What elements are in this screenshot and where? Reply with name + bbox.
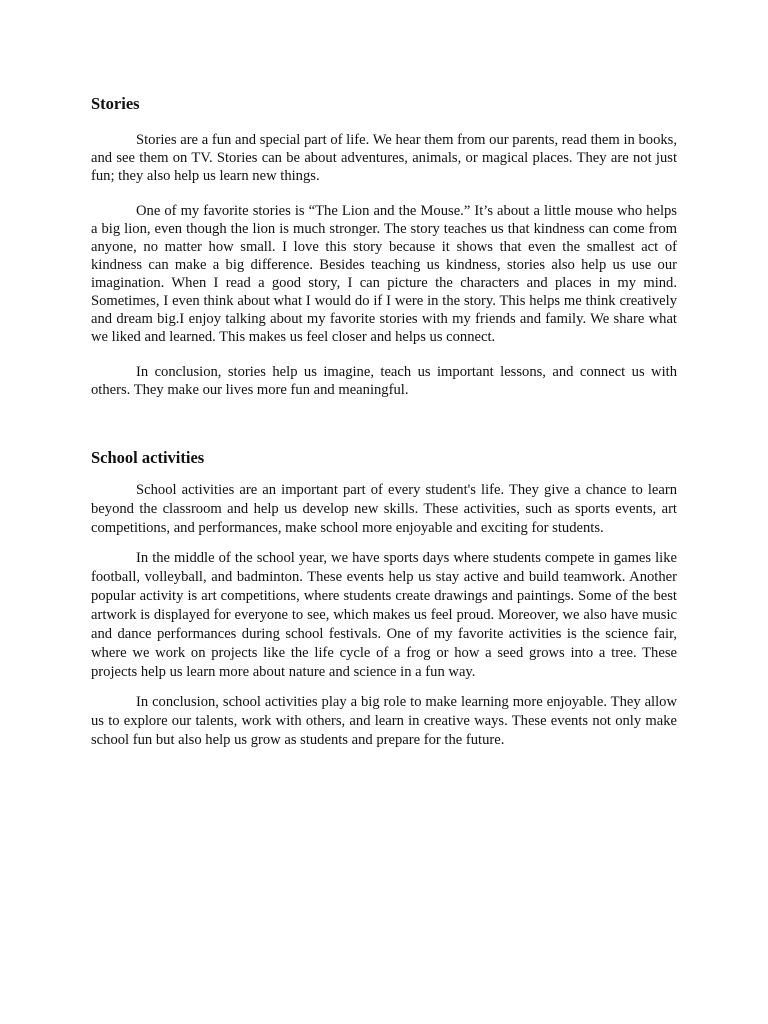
- section-title-school-activities: School activities: [91, 448, 205, 467]
- section-title-stories: Stories: [91, 94, 140, 113]
- paragraph: Stories are a fun and special part of life. We hear them from our parents, read them in books, and see them on TV. Stories can be about adventures, animals, or magical places. They are not just fun; they also help us learn new things.: [91, 132, 677, 184]
- paragraph: In conclusion, school activities play a big role to make learning more enjoyable. They allow us to explore our talents, work with others, and learn in creative ways. These events not only make school fun but also help us grow as students and prepare for the future.: [91, 693, 677, 749]
- section-body-school-activities: [91, 481, 677, 761]
- paragraph: In the middle of the school year, we have sports days where students compete in games like football, volleyball, and badminton. These events help us stay active and build teamwork. Another popular activity is art competitions, where students create drawings and paintings. Some of the best artwork is displayed for everyone to see, which makes us feel proud. Moreover, we also have music and dance performances during school festivals. One of my favorite activities is the science fair, where we work on projects like the life cycle of a frog or how a seed grows into a tree. These projects help us learn more about nature and science in a fun way.: [91, 549, 677, 681]
- paragraph: School activities are an important part of every student's life. They give a chance to learn beyond the classroom and help us develop new skills. These activities, such as sports events, art competitions, and performances, make school more enjoyable and exciting for students.: [91, 482, 677, 537]
- paragraph: In conclusion, stories help us imagine, teach us important lessons, and connect us with others. They make our lives more fun and meaningful.: [91, 363, 677, 398]
- section-body-stories: [91, 132, 677, 417]
- paragraph: One of my favorite stories is “The Lion and the Mouse.” It’s about a little mouse who helps a big lion, even though the lion is much stronger. The story teaches us that kindness can come from anyone, no matter how small. I love this story because it shows that even the smallest act of kindness can make a big difference. Besides teaching us kindness, stories also help us use our imagination. When I read a good story, I can picture the characters and places in my mind. Sometimes, I even think about what I would do if I were in the story. This helps me think creatively and dream big.I enjoy talking about my favorite stories with my friends and family. We share what we liked and learned. This makes us feel closer and helps us connect.: [91, 203, 677, 345]
